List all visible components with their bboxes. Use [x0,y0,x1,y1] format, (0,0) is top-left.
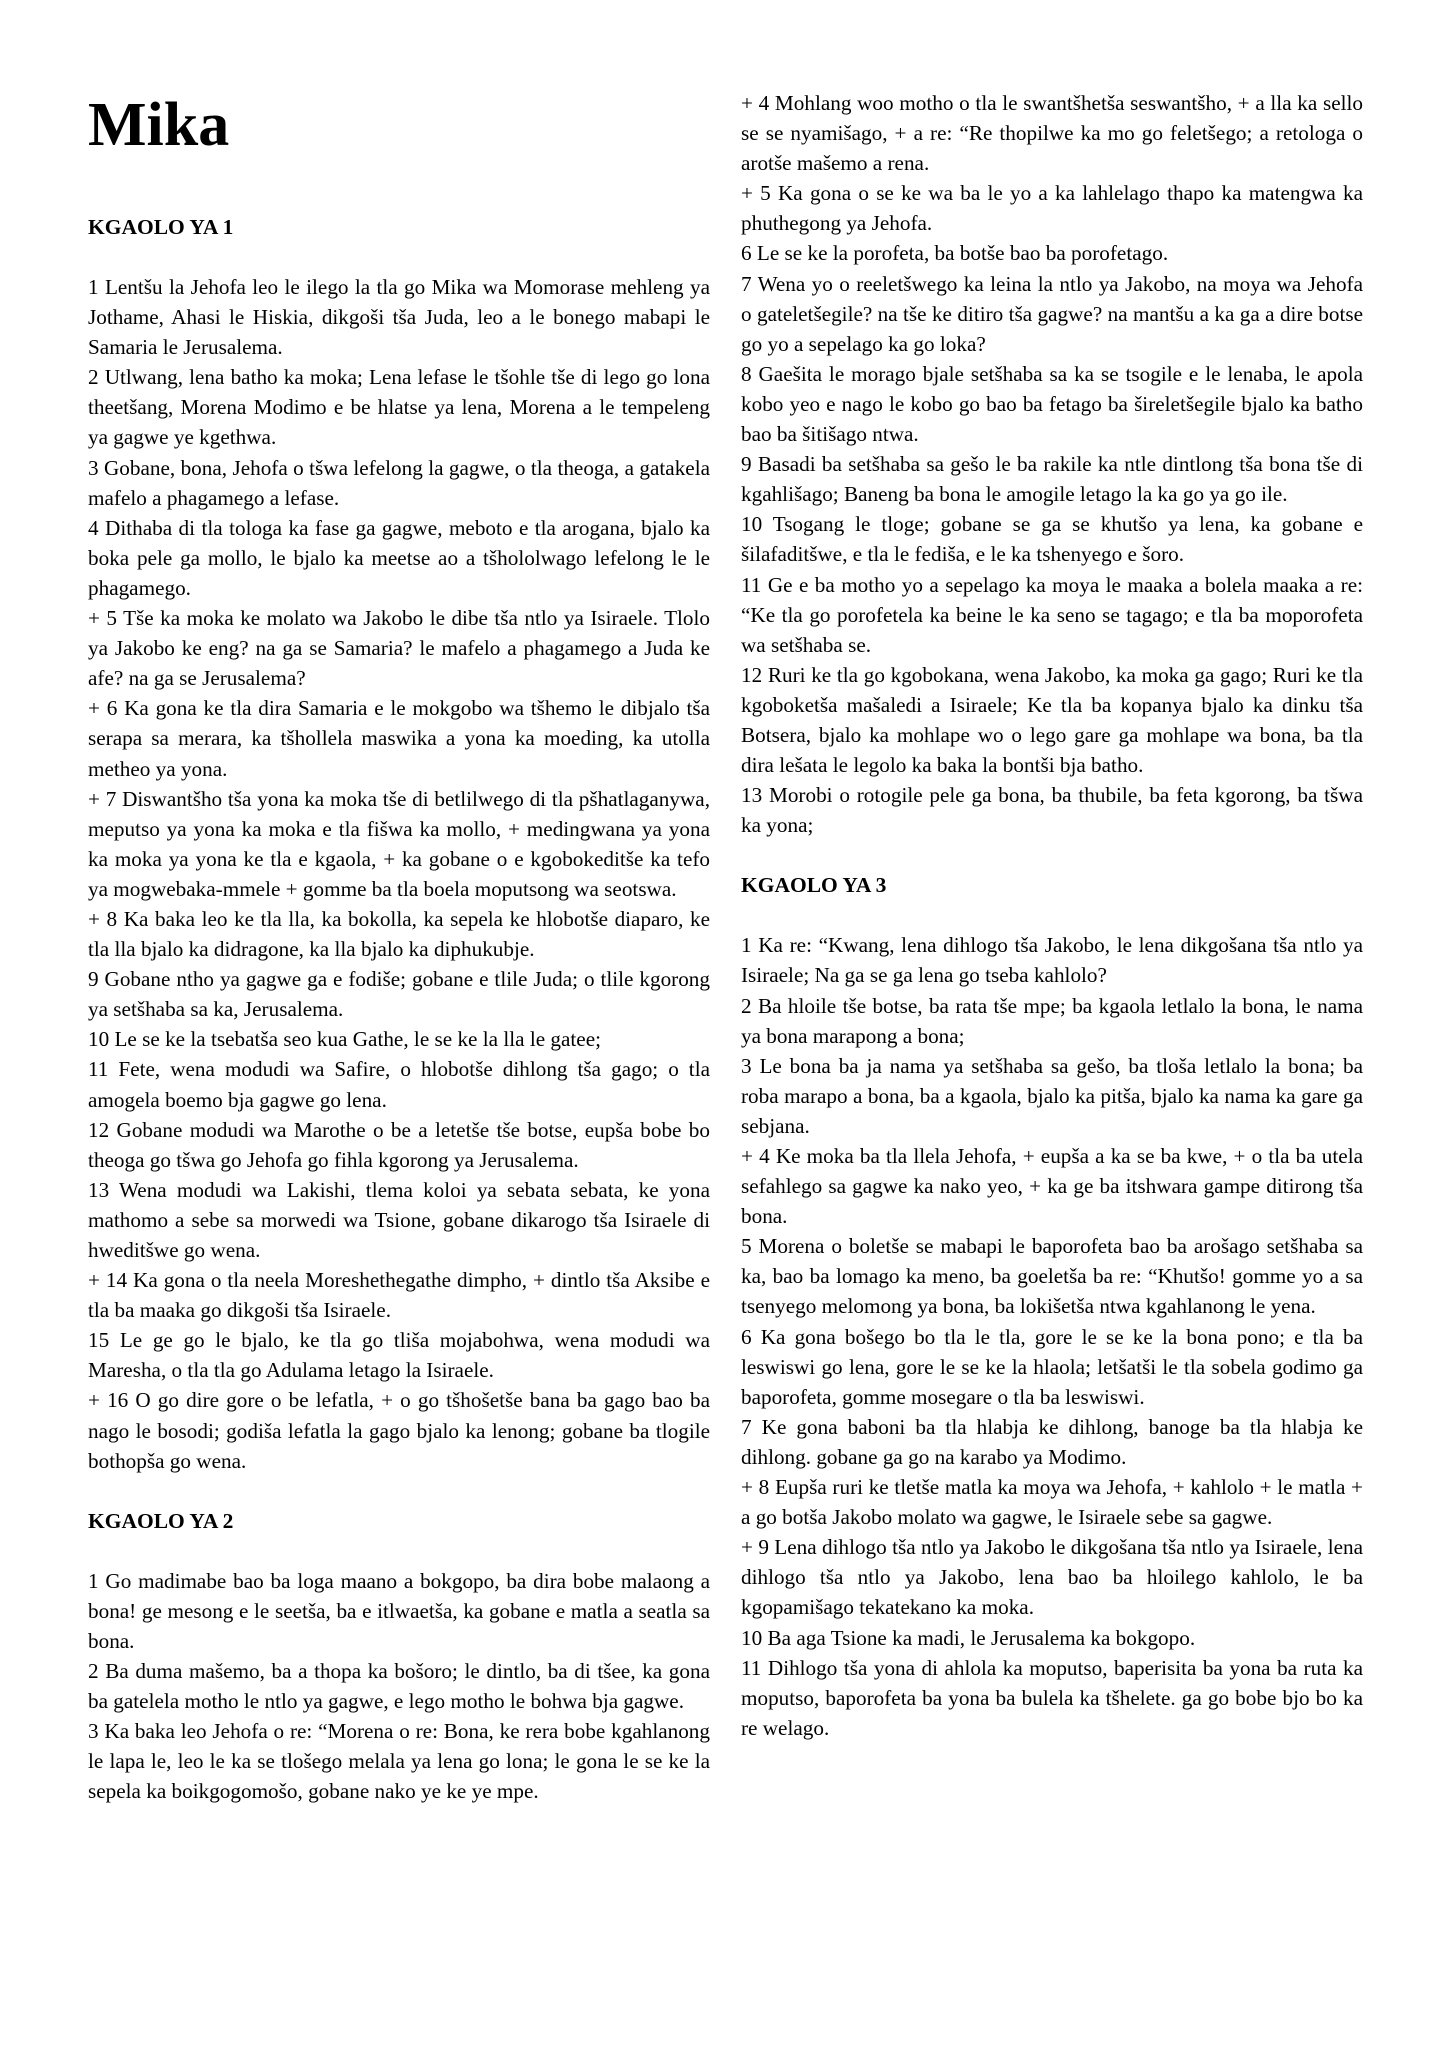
verse: 13 Morobi o rotogile pele ga bona, ba thubile, ba feta kgorong, ba tšwa ka yona; [741,783,1363,838]
verse: 1 Go madimabe bao ba loga maano a bokgopo, ba dira bobe malaong a bona! ge mesong e le seetša, ba e itlwaetša, ka gobane e matla a seatla sa bona. [88,1568,710,1653]
verse: 12 Gobane modudi wa Marothe o be a letetše tše botse, eupša bobe bo theoga go tšwa go Jehofa go fihla kgorong ya Jerusalema. [88,1117,710,1172]
verse: 9 Gobane ntho ya gagwe ga e fodiše; gobane e tlile Juda; o tlile kgorong ya setšhaba sa ka, Jerusalema. [88,967,710,1022]
chapter-heading-1: KGAOLO YA 1 [88,215,234,239]
verse: 5 Morena o boletše se mabapi le baporofeta bao ba arošago setšhaba sa ka, bao ba lomago ka meno, ba goeletša ba re: “Khutšo! gomme yo a sa tsenyego melomong ya bona, ba lokišetša ntwa kgahlanong le yena. [741,1234,1363,1319]
verse: 2 Utlwang, lena batho ka moka; Lena lefase le tšohle tše di lego go lona theetšang, Morena Modimo e be hlatse ya lena, Morena a le tempeleng ya gagwe ye kgethwa. [88,365,710,450]
verse: + 5 Tše ka moka ke molato wa Jakobo le dibe tša ntlo ya Isiraele. Tlolo ya Jakobo ke eng? na ga se Samaria? le mafelo a phagamego a Juda ke afe? na ga se Jerusalema? [88,606,710,691]
verse: 2 Ba hloile tše botse, ba rata tše mpe; ba kgaola letlalo la bona, le nama ya bona marapong a bona; [741,993,1363,1048]
verse: + 9 Lena dihlogo tša ntlo ya Jakobo le dikgošana tša ntlo ya Isiraele, lena dihlogo tša ntlo ya Jakobo, lena bao ba hloilego kahlolo, le ba kgopamišago tekatekano ka moka. [741,1535,1363,1620]
verse: + 7 Diswantšho tša yona ka moka tše di betlilwego di tla pšhatlaganywa, meputso ya yona ka moka e tla fišwa ka mollo, + medingwana ya yona ka moka ya yona ke tla e kgaola, + ka gobane o e kgobokeditše ka tefo ya mogwebaka-mmele + gomme ba tla boela moputsong wa seotswa. [88,786,710,901]
right-column [741,88,1363,2008]
chapter-heading-2: KGAOLO YA 2 [88,1508,234,1533]
verse: 3 Ka baka leo Jehofa o re: “Morena o re: Bona, ke rera bobe kgahlanong le lapa le, leo le ka se tlošego melala ya lena go lona; le gona le se ke la sepela ka boikgogomošo, gobane nako ye ke ye mpe. [88,1719,710,1804]
verse: 1 Lentšu la Jehofa leo le ilego la tla go Mika wa Momorase mehleng ya Jothame, Ahasi le Hiskia, dikgoši tša Juda, leo a le bonego mabapi le Samaria le Jerusalema. [88,275,710,360]
verse: + 4 Mohlang woo motho o tla le swantšhetša seswantšho, + a lla ka sello se se nyamišago, + a re: “Re thopilwe ka mo go feletšego; a retologa o arotše mašemo a rena. [741,91,1363,176]
book-title: Mika [88,91,230,159]
verse: + 8 Eupša ruri ke tletše matla ka moya wa Jehofa, + kahlolo + le matla + a go botša Jakobo molato wa gagwe, le Isiraele sebe sa gagwe. [741,1475,1363,1530]
verse: 4 Dithaba di tla tologa ka fase ga gagwe, meboto e tla arogana, bjalo ka boka pele ga mollo, le bjalo ka meetse ao a tšhololwago lefelong le le phagamego. [88,515,710,600]
verse: 11 Ge e ba motho yo a sepelago ka moya le maaka a bolela maaka a re: “Ke tla go porofetela ka beine le ka seno se tagago; e tla ba moporofeta wa setšhaba se. [741,572,1363,657]
chapter-2-continued-verses [741,88,1363,840]
verse: 2 Ba duma mašemo, ba a thopa ka bošoro; le dintlo, ba di tšee, ka gona ba gatelela motho le ntlo ya gagwe, e lego motho le bohwa bja gagwe. [88,1659,710,1714]
verse: 9 Basadi ba setšhaba sa gešo le ba rakile ka ntle dintlong tša bona tše di kgahlišago; Baneng ba bona le amogile letago la ka go ya go ile. [741,452,1363,507]
left-column [88,88,710,2008]
verse: 8 Gaešita le morago bjale setšhaba sa ka se tsogile e le lenaba, le apola kobo yeo e nago le kobo go bao ba fetago ba šireletšegile bjalo ka batho bao ba šitišago ntwa. [741,361,1363,447]
verse: 6 Le se ke la porofeta, ba botše bao ba porofetago. [741,241,1169,266]
verse: 12 Ruri ke tla go kgobokana, wena Jakobo, ka moka ga gago; Ruri ke tla kgoboketša mašaledi a Isiraele; Ke tla ba kopanya bjalo ka dinku tša Botsera, bjalo ka mohlape wo o lego gare ga mohlape wa bona, ba tla dira lešata le legolo ka baka la bontši bja batho. [741,662,1363,778]
verse: 11 Dihlogo tša yona di ahlola ka moputso, baperisita ba yona ba ruta ka moputso, baporofeta ba yona ba bulela ka tšhelete. ga go bobe bjo bo ka re welago. [741,1655,1363,1740]
verse: + 4 Ke moka ba tla llela Jehofa, + eupša a ka se ba kwe, + o tla ba utela sefahlego sa gagwe ka nako yeo, + ka ge ba itshwara gampe ditirong tša bona. [741,1144,1363,1229]
verse: + 6 Ka gona ke tla dira Samaria e le mokgobo wa tšhemo le dibjalo tša serapa sa merara, ka tšhollela maswika a yona ka moeding, ka utolla metheo ya yona. [88,696,710,781]
verse: 6 Ka gona bošego bo tla le tla, gore le se ke la bona pono; e tla ba leswiswi go lena, gore le se ke la hlaola; letšatši le tla sobela godimo ga baporofeta, gomme mosegare o tla ba leswiswi. [741,1324,1363,1409]
verse: + 14 Ka gona o tla neela Moreshethegathe dimpho, + dintlo tša Aksibe e tla ba maaka go dikgoši tša Isiraele. [88,1268,710,1323]
section-gap [88,1476,710,1506]
section-gap [741,840,1363,870]
verse: 7 Ke gona baboni ba tla hlabja ke dihlong, banoge ba tla hlabja ke dihlong. gobane ga go na karabo ya Modimo. [741,1414,1363,1469]
verse: 10 Le se ke la tsebatša seo kua Gathe, le se ke la lla le gatee; [88,1027,601,1052]
chapter-2-verses [88,1566,710,1807]
verse: + 5 Ka gona o se ke wa ba le yo a ka lahlelago thapo ka matengwa ka phuthegong ya Jehofa. [741,181,1363,236]
verse: 7 Wena yo o reeletšwego ka leina la ntlo ya Jakobo, na moya wa Jehofa o gateletšegile? na tše ke ditiro tša gagwe? na mantšu a ka ga a dire botse go yo a sepelago ka go loka? [741,271,1363,356]
chapter-1-verses [88,272,710,1476]
verse: 3 Le bona ba ja nama ya setšhaba sa gešo, ba tloša letlalo la bona; ba roba marapo a bona, ba a kgaola, bjalo ka pitša, bjalo ka nama ka gare ga sebjana. [741,1053,1363,1138]
verse: + 16 O go dire gore o be lefatla, + o go tšhošetše bana ba gago bao ba nago le bosodi; godiša lefatla la gago bjalo ka lenong; gobane ba tlogile bothopša go wena. [88,1388,710,1473]
verse: 13 Wena modudi wa Lakishi, tlema koloi ya sebata sebata, ke yona mathomo a sebe sa morwedi wa Tsione, gobane dikarogo tša Isiraele di hweditšwe go wena. [88,1177,710,1262]
verse: 3 Gobane, bona, Jehofa o tšwa lefelong la gagwe, o tla theoga, a gatakela mafelo a phagamego a lefase. [88,455,710,510]
verse: 10 Tsogang le tloge; gobane se ga se khutšo ya lena, ka gobane e šilafaditšwe, e tla le fediša, e le ka tshenyego e šoro. [741,512,1363,567]
chapter-heading-3: KGAOLO YA 3 [741,873,887,898]
document-page [88,88,1363,2008]
verse: 11 Fete, wena modudi wa Safire, o hlobotše dihlong tša gago; o tla amogela boemo bja gagwe go lena. [88,1057,710,1112]
chapter-3-verses [741,930,1363,1743]
verse: 10 Ba aga Tsione ka madi, le Jerusalema ka bokgopo. [741,1625,1196,1650]
verse: 15 Le ge go le bjalo, ke tla go tliša mojabohwa, wena modudi wa Maresha, o tla tla go Adulama letago la Isiraele. [88,1328,710,1383]
verse: 1 Ka re: “Kwang, lena dihlogo tša Jakobo, le lena dikgošana tša ntlo ya Isiraele; Na ga se ga lena go tseba kahlolo? [741,933,1363,988]
verse: + 8 Ka baka leo ke tla lla, ka bokolla, ka sepela ke hlobotše diaparo, ke tla lla bjalo ka didragone, ka lla bjalo ka diphukubje. [88,906,710,962]
